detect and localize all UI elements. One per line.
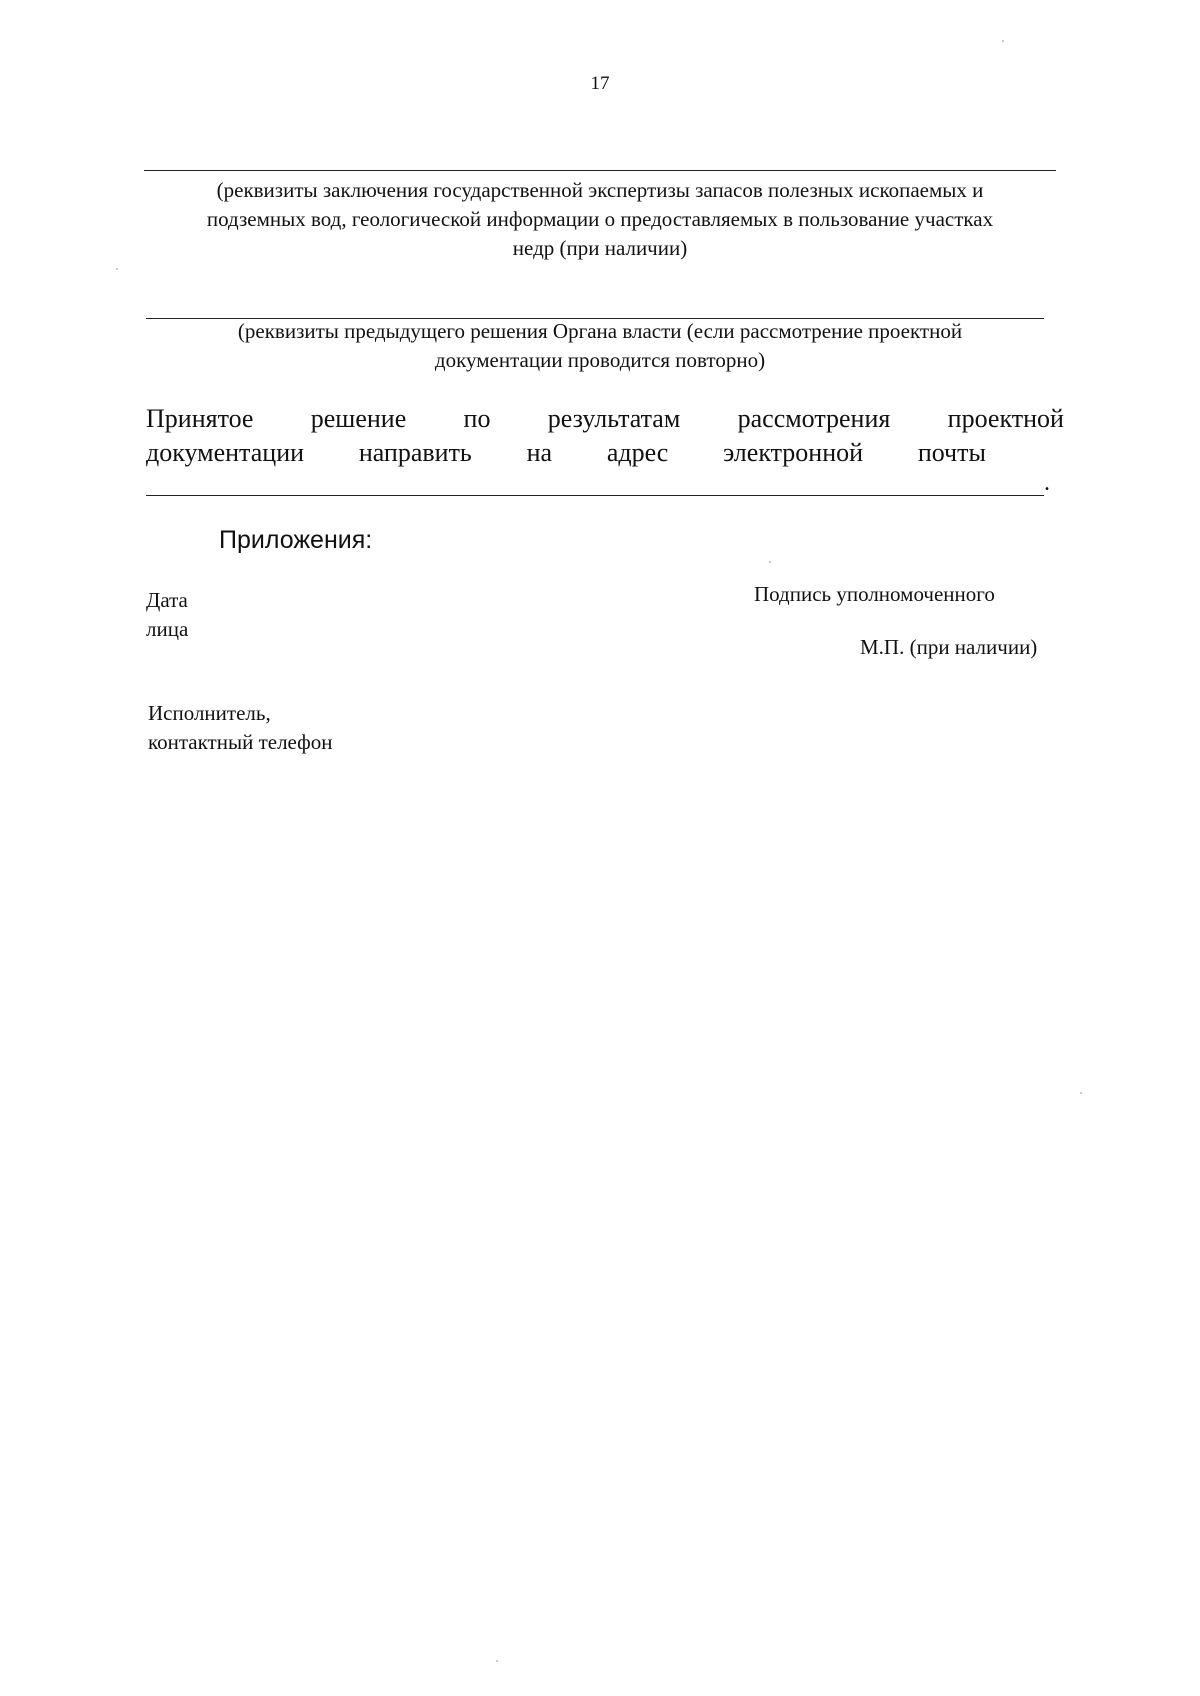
- decision-word: Принятое: [146, 404, 254, 433]
- decision-word: документации: [146, 438, 305, 467]
- decision-word: почты: [917, 438, 986, 467]
- decision-word: рассмотрения: [737, 404, 891, 433]
- date-label: Дата: [146, 588, 188, 612]
- attachments-heading: Приложения:: [219, 526, 373, 554]
- scan-speck: [116, 268, 118, 270]
- phone-label: контактный телефон: [148, 730, 333, 754]
- expertise-caption: [130, 176, 1070, 263]
- email-fill-line: [146, 495, 1044, 496]
- signature-label: Подпись уполномоченного: [754, 582, 995, 606]
- decision-word: результатам: [547, 404, 681, 433]
- expertise-caption-line-2: подземных вод, геологической информации о предоставляемых в пользование участках: [206, 207, 994, 231]
- decision-word: на: [526, 438, 553, 467]
- decision-word: решение: [310, 404, 407, 433]
- executor-label: Исполнитель,: [148, 701, 271, 725]
- decision-word: направить: [358, 438, 472, 467]
- scan-speck: [769, 561, 771, 563]
- expertise-caption-line-3: недр (при наличии): [512, 236, 688, 260]
- previous-decision-caption: [130, 317, 1070, 375]
- decision-word: по: [463, 404, 491, 433]
- email-line-period: .: [1044, 470, 1050, 496]
- person-label: лица: [146, 617, 189, 641]
- decision-word: проектной: [947, 404, 1064, 433]
- scan-speck: [1002, 40, 1004, 42]
- scan-speck: [496, 1660, 498, 1662]
- decision-line-1: [146, 403, 1064, 435]
- decision-word: адрес: [606, 438, 669, 467]
- expertise-caption-line-1: (реквизиты заключения государственной экспертизы запасов полезных ископаемых и: [216, 178, 984, 202]
- previous-decision-caption-line-1: (реквизиты предыдущего решения Органа власти (если рассмотрение проектной: [237, 319, 963, 343]
- decision-word: электронной: [723, 438, 864, 467]
- previous-decision-caption-line-2: документации проводится повторно): [434, 348, 766, 372]
- page-number: 17: [590, 73, 610, 94]
- expertise-fill-line: [144, 170, 1056, 171]
- stamp-label: М.П. (при наличии): [860, 635, 1038, 659]
- decision-line-2: [146, 437, 986, 469]
- scan-speck: [1080, 1092, 1082, 1094]
